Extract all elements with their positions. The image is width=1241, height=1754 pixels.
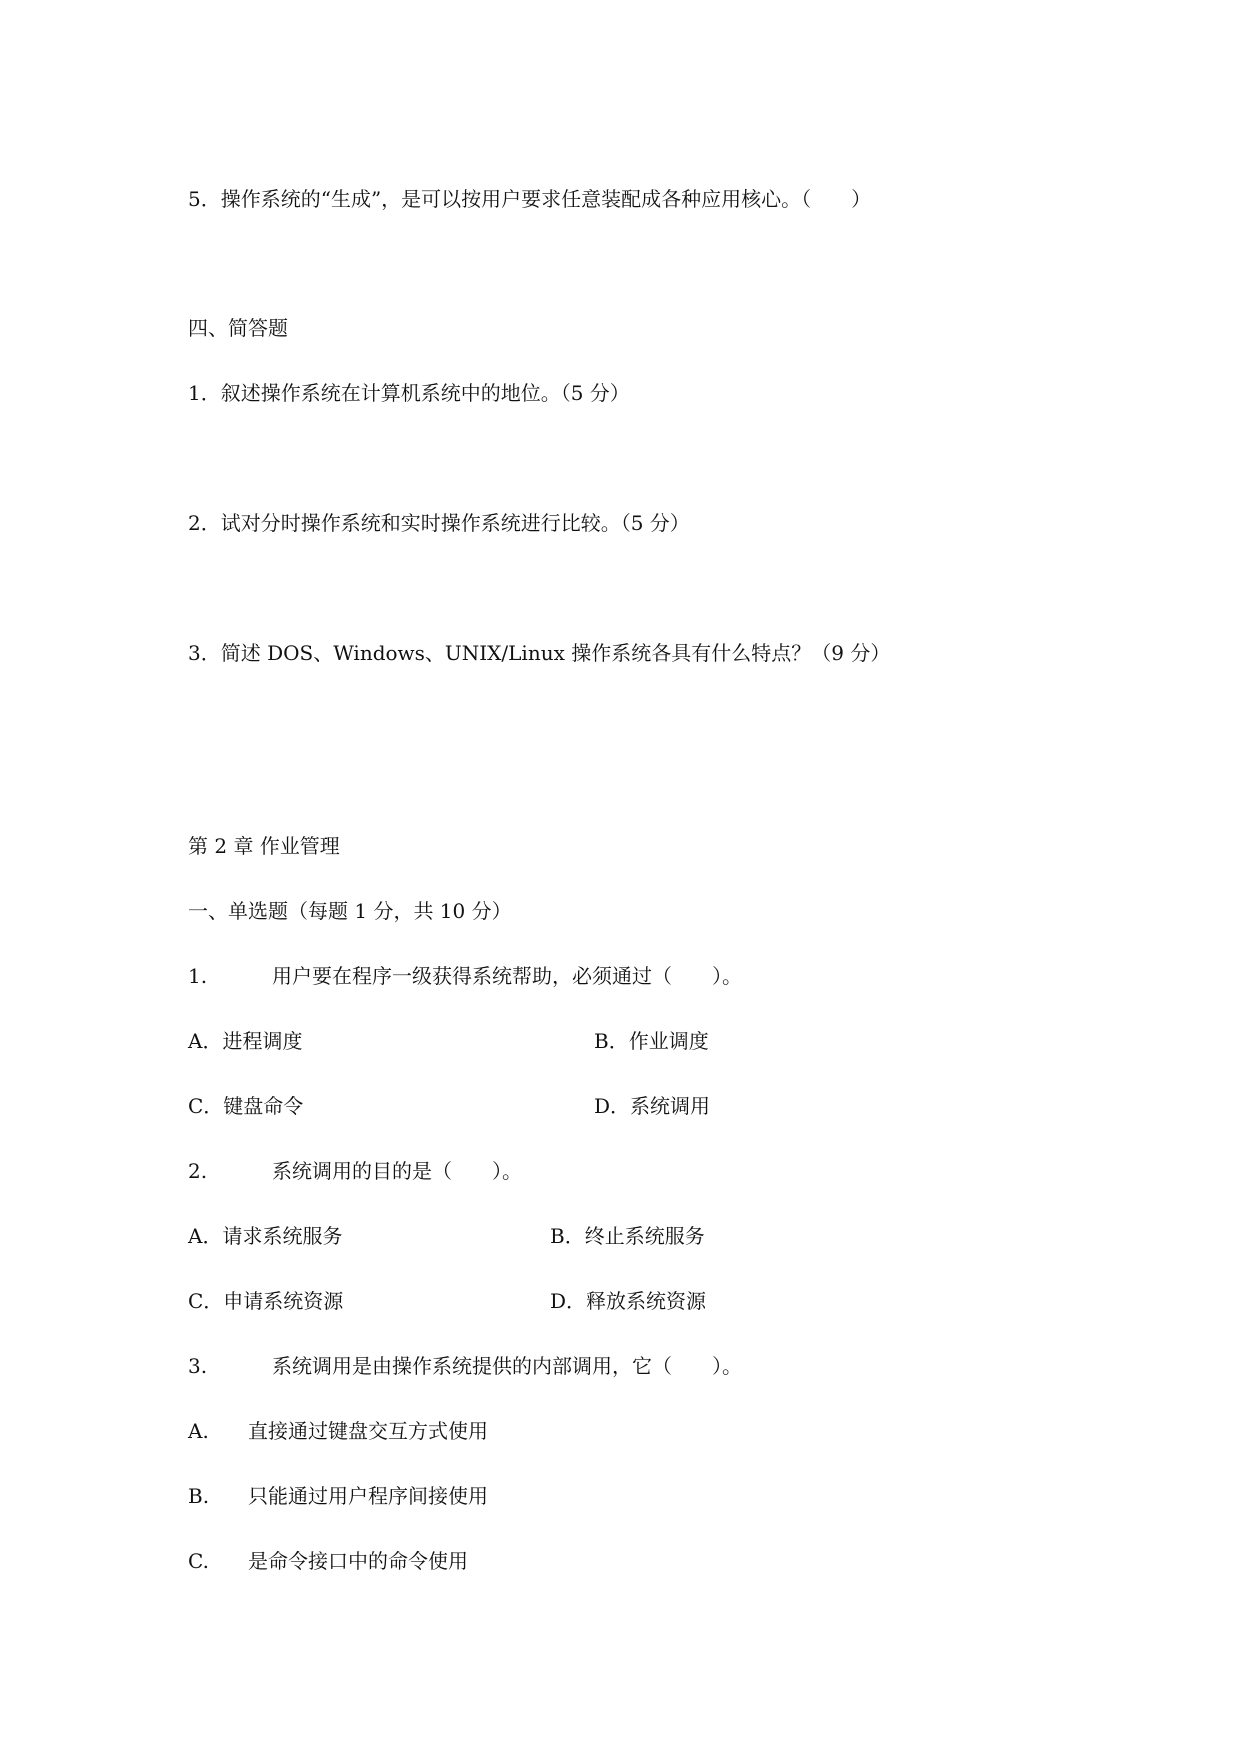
question-number: 1. [188,964,208,988]
short-answer-question-3: 3．简述 DOS、Windows、UNIX/Linux 操作系统各具有什么特点？（9 分） [188,641,891,665]
question-text: 用户要在程序一级获得系统帮助，必须通过（ ）。 [272,964,742,988]
question-text: 系统调用是由操作系统提供的内部调用，它（ ）。 [272,1354,742,1378]
question-3 [188,1353,742,1379]
short-answer-question-1: 1．叙述操作系统在计算机系统中的地位。（5 分） [188,381,630,405]
option-text: 只能通过用户程序间接使用 [248,1484,488,1508]
question-1-option-a: A．进程调度 [188,1029,303,1053]
question-number: 3. [188,1354,208,1378]
truefalse-question-5: 5．操作系统的“生成”，是可以按用户要求任意装配成各种应用核心。（ ） [188,187,872,211]
question-number: 2. [188,1159,208,1183]
short-answer-question-2: 2．试对分时操作系统和实时操作系统进行比较。（5 分） [188,511,690,535]
question-2-option-d: D．释放系统资源 [550,1289,707,1313]
question-2-option-c: C．申请系统资源 [188,1289,344,1313]
option-label: A. [188,1419,209,1443]
chapter-title: 第 2 章 作业管理 [188,834,340,858]
part-title-single-choice: 一、单选题（每题 1 分，共 10 分） [188,899,512,923]
question-1-option-c: C．键盘命令 [188,1094,304,1118]
section-title-short-answer: 四、简答题 [188,316,288,340]
question-2 [188,1158,522,1184]
option-text: 直接通过键盘交互方式使用 [248,1419,488,1443]
question-2-option-b: B．终止系统服务 [550,1224,705,1248]
option-text: 是命令接口中的命令使用 [248,1549,468,1573]
question-1-option-b: B．作业调度 [594,1029,709,1053]
question-1-option-d: D．系统调用 [594,1094,711,1118]
option-label: B. [188,1484,210,1508]
option-label: C. [188,1549,209,1573]
question-1 [188,963,742,989]
question-text: 系统调用的目的是（ ）。 [272,1159,522,1183]
question-3-option-b [188,1483,488,1509]
question-2-option-a: A．请求系统服务 [188,1224,343,1248]
question-3-option-a [188,1418,488,1444]
question-3-option-c [188,1548,468,1574]
